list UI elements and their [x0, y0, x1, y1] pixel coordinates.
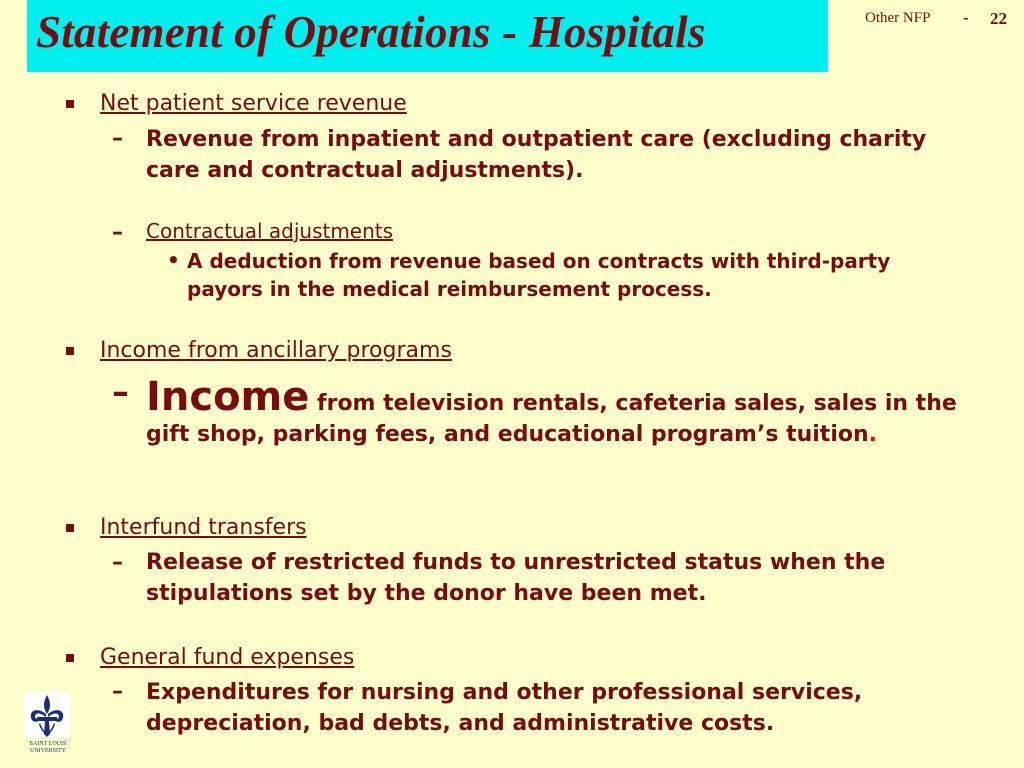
- section-heading-net-patient-revenue: Net patient service revenue: [100, 91, 407, 116]
- interfund-transfers-description: Release of restricted funds to unrestricted status when the stipulations set by the donor have been met.: [146, 550, 886, 606]
- page-number: 22: [990, 9, 1007, 28]
- general-fund-expenses-description: Expenditures for nursing and other professional services, depreciation, bad debts, and administrative costs.: [146, 680, 863, 736]
- slide-title: Statement of Operations - Hospitals: [36, 7, 706, 57]
- section-heading-ancillary-programs: Income from ancillary programs: [100, 338, 452, 363]
- square-bullet-icon: [66, 524, 74, 532]
- dash-bullet-icon: –: [112, 372, 129, 412]
- dash-bullet-icon: –: [112, 220, 123, 245]
- contractual-adjustments-description: A deduction from revenue based on contracts with third-party payors in the medical reimbursement process.: [187, 249, 891, 301]
- dash-bullet-icon: –: [112, 550, 123, 575]
- logo-caption-line1: SAINT LOUIS: [29, 741, 67, 747]
- logo-caption-line2: UNIVERSITY: [30, 748, 66, 754]
- square-bullet-icon: [66, 654, 74, 662]
- fleur-de-lis-crest-icon: [22, 690, 72, 740]
- dash-bullet-icon: –: [112, 679, 123, 704]
- dash-bullet-icon: –: [112, 126, 123, 151]
- section-heading-interfund-transfers: Interfund transfers: [100, 515, 307, 540]
- square-bullet-icon: [66, 100, 74, 108]
- logo-caption: [22, 741, 74, 755]
- header-separator: -: [963, 8, 969, 27]
- ancillary-income-lead-word: Income: [146, 374, 310, 420]
- square-bullet-icon: [66, 347, 74, 355]
- source-label: Other NFP: [865, 10, 931, 26]
- section-heading-general-fund-expenses: General fund expenses: [100, 645, 355, 670]
- ancillary-income-end-mark: .: [868, 422, 877, 447]
- ancillary-income-description: [146, 374, 986, 450]
- net-patient-revenue-description: Revenue from inpatient and outpatient care (excluding charity care and contractual adjustments).: [146, 127, 927, 183]
- dot-bullet-icon: •: [167, 248, 180, 272]
- ancillary-income-text: from television rentals, cafeteria sales, sales in the gift shop, parking fees, and educational program’s tuition: [146, 391, 957, 447]
- subheading-contractual-adjustments: Contractual adjustments: [146, 219, 394, 243]
